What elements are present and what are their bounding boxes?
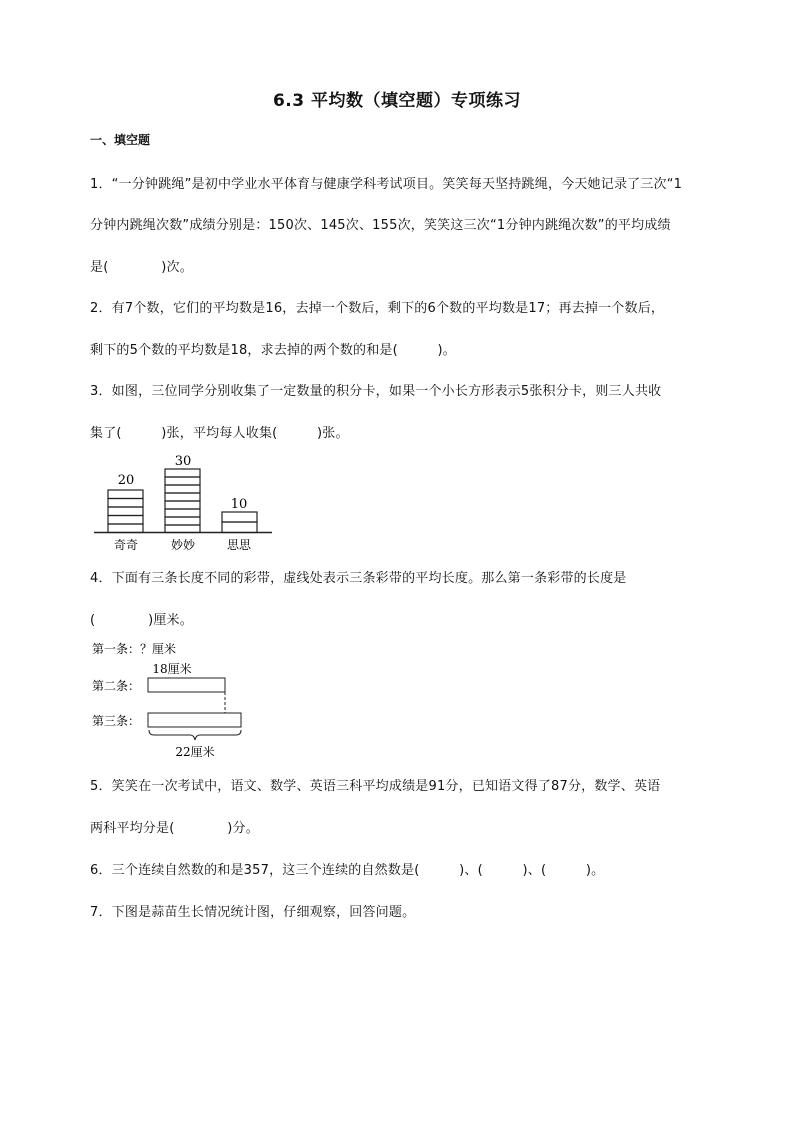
ribbon-1-label: 第一条：？厘米: [92, 642, 177, 656]
student-column-qiqi: [108, 473, 143, 552]
question-6-line-1: 6．三个连续自然数的和是357，这三个连续的自然数是( )、( )、( )。: [90, 863, 605, 878]
question-1-line-2: 分钟内跳绳次数”成绩分别是：150次、145次、155次，笑笑这三次“1分钟内跳绳次数”的平均成绩: [90, 218, 671, 233]
ribbon-3-length: 22厘米: [175, 745, 215, 759]
points-card-figure: [90, 450, 280, 560]
block: [165, 501, 200, 509]
question-3-line-2: 集了( )张，平均每人收集( )张。: [90, 426, 349, 441]
section-heading: 一、填空题: [90, 133, 151, 147]
student-name: 妙妙: [170, 538, 196, 552]
brace: [149, 730, 241, 740]
block: [108, 524, 143, 533]
question-4-line-1: 4．下面有三条长度不同的彩带，虚线处表示三条彩带的平均长度。那么第一条彩带的长度是: [90, 571, 627, 586]
question-4-line-2: ( )厘米。: [90, 613, 193, 628]
column-value-label: 10: [230, 497, 248, 512]
question-1-line-3: 是( )次。: [90, 260, 193, 275]
ribbon-3-label: 第三条：: [92, 714, 141, 728]
question-5-line-2: 两科平均分是( )分。: [90, 821, 259, 836]
ribbon-2-label: 第二条：: [92, 679, 141, 693]
ribbon-2-length: 18厘米: [152, 662, 192, 676]
block: [165, 509, 200, 517]
student-column-miaomiao: [165, 454, 200, 552]
ribbon-3: [148, 713, 241, 727]
question-1-line-1: 1．“一分钟跳绳”是初中学业水平体育与健康学科考试项目。笑笑每天坚持跳绳，今天她记录了三次“1: [90, 177, 683, 192]
question-7-line-1: 7．下图是蒜苗生长情况统计图，仔细观察，回答问题。: [90, 905, 416, 920]
block: [165, 469, 200, 477]
question-2-line-2: 剩下的5个数的平均数是18，求去掉的两个数的和是( )。: [90, 343, 456, 358]
block: [108, 516, 143, 525]
column-value-label: 30: [174, 454, 192, 469]
block: [222, 512, 257, 522]
student-name: 奇奇: [113, 538, 139, 552]
student-name: 思思: [226, 538, 252, 552]
page-title: 6.3 平均数（填空题）专项练习: [272, 91, 522, 111]
question-5-line-1: 5．笑笑在一次考试中，语文、数学、英语三科平均成绩是91分，已知语文得了87分，数学、英语: [90, 779, 661, 794]
block: [165, 525, 200, 533]
block: [165, 493, 200, 501]
block: [165, 517, 200, 525]
block: [108, 499, 143, 508]
block: [222, 522, 257, 533]
column-value-label: 20: [117, 473, 135, 488]
question-2-line-1: 2．有7个数，它们的平均数是16，去掉一个数后，剩下的6个数的平均数是17；再去掉一个数后，: [90, 301, 665, 316]
block: [165, 485, 200, 493]
question-3-line-1: 3．如图，三位同学分别收集了一定数量的积分卡，如果一个小长方形表示5张积分卡，则三人共收: [90, 384, 662, 399]
block: [165, 477, 200, 485]
student-column-sisi: [222, 497, 257, 552]
ribbon-figure: [90, 635, 290, 765]
block: [108, 490, 143, 499]
block: [108, 507, 143, 516]
ribbon-2: [148, 678, 225, 692]
